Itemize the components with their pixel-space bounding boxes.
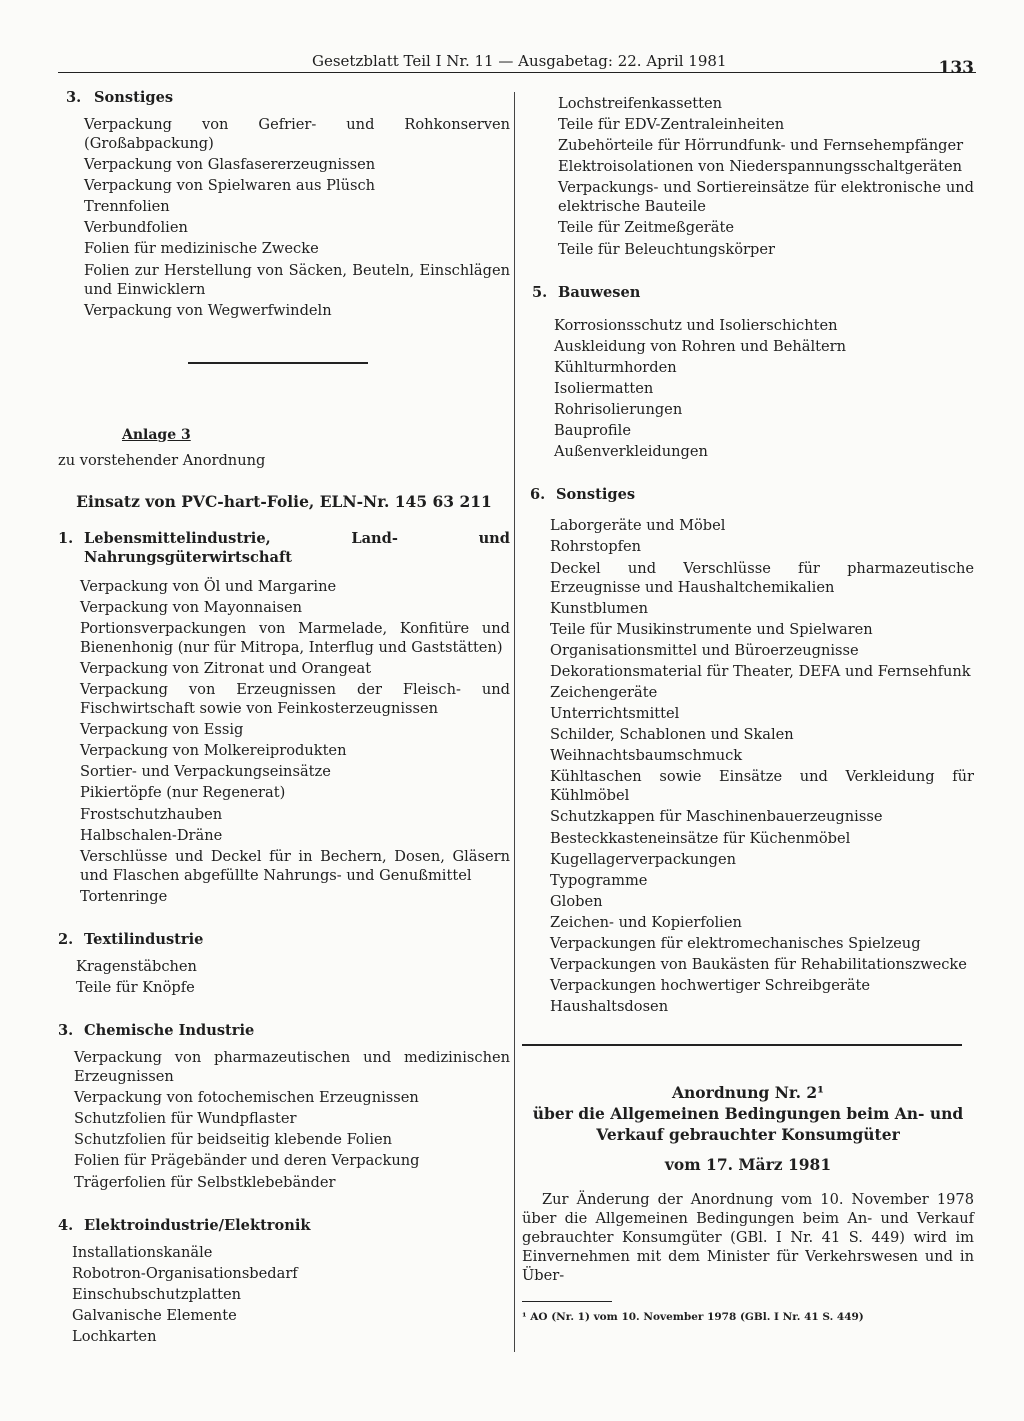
list-item: Portionsverpackungen von Marmelade, Konfitüre und Bienenhonig (nur für Mitropa, Interflug und Gaststätten)	[80, 619, 510, 656]
list-item: Lochkarten	[72, 1328, 157, 1345]
list-item: Teile für Knöpfe	[76, 978, 195, 996]
list-item: Teile für Beleuchtungskörper	[558, 240, 775, 258]
item-list	[58, 1243, 510, 1346]
footnote-rule	[522, 1301, 612, 1302]
list-item: Verpackung von fotochemischen Erzeugnissen	[74, 1089, 419, 1107]
list-item: Unterrichtsmittel	[550, 705, 680, 723]
list-item: Tortenringe	[80, 887, 168, 905]
list-item: Verpackung von Gefrier- und Rohkonserven (Großabpackung)	[84, 116, 510, 152]
list-item: Schutzkappen für Maschinenbauerzeugnisse	[550, 808, 883, 826]
list-item: Verschlüsse und Deckel für in Bechern, Dosen, Gläsern und Flaschen abgefüllte Nahrungs- und Genußmittel	[80, 847, 510, 884]
section-bauwesen	[522, 283, 974, 462]
section-title: Lebensmittelindustrie, Land- und Nahrungsgüterwirtschaft	[84, 529, 510, 566]
list-item: Installationskanäle	[72, 1243, 213, 1261]
list-item: Schutzfolien für Wundpflaster	[74, 1110, 297, 1128]
section-sonstiges-left	[58, 88, 510, 320]
list-item: Verpackung von Glasfasererzeugnissen	[84, 156, 376, 174]
list-item: Rohrisolierungen	[554, 401, 683, 419]
section-chemische-industrie	[58, 1021, 510, 1191]
list-item: Galvanische Elemente	[72, 1306, 237, 1324]
list-item: Verpackung von Wegwerfwindeln	[84, 301, 332, 319]
list-item: Korrosionsschutz und Isolierschichten	[554, 316, 838, 334]
section-number: 6.	[530, 486, 546, 504]
list-item: Robotron-Organisationsbedarf	[72, 1264, 298, 1282]
list-item: Verpackungen hochwertiger Schreibgeräte	[550, 977, 871, 995]
list-item: Verpackung von pharmazeutischen und medizinischen Erzeugnissen	[74, 1049, 510, 1086]
list-item: Teile für Musikinstrumente und Spielwaren	[550, 620, 873, 638]
list-item: Teile für Zeitmeßgeräte	[558, 219, 734, 237]
list-item: Zubehörteile für Hörrundfunk- und Fernsehempfänger	[558, 137, 964, 155]
item-list	[522, 516, 974, 1016]
list-item: Teile für EDV-Zentraleinheiten	[558, 116, 785, 134]
anordnung-body: Zur Änderung der Anordnung vom 10. November 1978 über die Allgemeinen Bedingungen beim An- und Verkauf gebrauchter Konsumgüter (GBl. I Nr. 41 S. 449) wird im Einvernehmen mit dem Minister für Verkehrswesen und in Über-	[522, 1191, 974, 1285]
section-title: Chemische Industrie	[84, 1022, 255, 1040]
list-item: Sortier- und Verpackungseinsätze	[80, 763, 331, 781]
list-item: Isoliermatten	[554, 379, 654, 397]
list-item: Verpackung von Spielwaren aus Plüsch	[84, 177, 376, 195]
anordnung-title-line: Anordnung Nr. 2¹	[672, 1083, 824, 1103]
section-title: Elektroindustrie/Elektronik	[84, 1216, 311, 1234]
section-number: 2.	[58, 930, 74, 948]
left-column	[58, 88, 510, 1348]
list-item: Folien zur Herstellung von Säcken, Beuteln, Einschlägen und Einwicklern	[84, 261, 510, 298]
header-title: Gesetzblatt Teil I Nr. 11 — Ausgabetag: 22. April 1981	[312, 52, 727, 70]
anordnung-title-line: Verkauf gebrauchter Konsumgüter	[596, 1125, 900, 1145]
list-item: Trägerfolien für Selbstklebebänder	[74, 1173, 336, 1191]
separator-line	[188, 362, 368, 364]
column-divider	[514, 92, 515, 1352]
section-number: 4.	[58, 1216, 74, 1234]
section-title: Bauwesen	[558, 283, 641, 301]
list-item: Halbschalen-Dräne	[80, 826, 223, 844]
anlage-subtitle: zu vorstehender Anordnung	[58, 451, 266, 469]
item-list-continued	[522, 94, 974, 259]
section-textilindustrie	[58, 930, 510, 997]
item-list	[58, 1048, 510, 1191]
list-item: Verpackung von Mayonnaisen	[80, 598, 303, 616]
list-item: Folien für medizinische Zwecke	[84, 240, 319, 258]
list-item: Besteckkasteneinsätze für Küchenmöbel	[550, 829, 851, 847]
section-title: Textilindustrie	[84, 930, 204, 948]
list-item: Verpackung von Molkereiprodukten	[80, 742, 347, 760]
list-item: Folien für Prägebänder und deren Verpackung	[74, 1152, 420, 1170]
einsatz-title: Einsatz von PVC-hart-Folie, ELN-Nr. 145 63 211	[76, 491, 492, 511]
item-list	[58, 577, 510, 906]
section-number: 3.	[66, 89, 82, 106]
section-sonstiges-right	[522, 485, 974, 1016]
section-number: 5.	[532, 283, 548, 301]
list-item: Weihnachtsbaumschmuck	[550, 747, 743, 765]
anlage-heading: Anlage 3	[122, 426, 191, 443]
list-item: Verpackung von Essig	[80, 721, 244, 739]
list-item: Kragenstäbchen	[76, 957, 197, 975]
list-item: Außenverkleidungen	[554, 443, 708, 461]
item-list	[58, 115, 510, 320]
list-item: Verpackung von Zitronat und Orangeat	[80, 659, 372, 677]
page-number: 133	[938, 58, 974, 78]
item-list	[58, 957, 510, 997]
anordnung-title	[522, 1082, 974, 1145]
section-lebensmittelindustrie	[58, 529, 510, 906]
list-item: Typogramme	[550, 871, 648, 889]
list-item: Kühlturmhorden	[554, 358, 677, 376]
right-column	[522, 94, 974, 1327]
list-item: Elektroisolationen von Niederspannungsschaltgeräten	[558, 158, 963, 176]
list-item: Pikiertöpfe (nur Regenerat)	[80, 784, 286, 802]
section-number: 3.	[58, 1022, 74, 1040]
list-item: Globen	[550, 892, 603, 910]
list-item: Verpackung von Öl und Margarine	[80, 577, 337, 595]
footnote: ¹ AO (Nr. 1) vom 10. November 1978 (GBl. I Nr. 41 S. 449)	[522, 1311, 864, 1324]
section-title: Sonstiges	[556, 486, 636, 504]
list-item: Dekorationsmaterial für Theater, DEFA und Fernsehfunk	[550, 662, 971, 680]
list-item: Schutzfolien für beidseitig klebende Folien	[74, 1131, 393, 1149]
list-item: Trennfolien	[84, 198, 170, 216]
page-header	[58, 52, 976, 78]
list-item: Laborgeräte und Möbel	[550, 517, 726, 535]
list-item: Verbundfolien	[84, 219, 188, 237]
list-item: Rohrstopfen	[550, 538, 642, 556]
section-title: Sonstiges	[94, 89, 174, 106]
list-item: Schilder, Schablonen und Skalen	[550, 726, 794, 744]
list-item: Bauprofile	[554, 422, 631, 440]
list-item: Haushaltsdosen	[550, 998, 669, 1016]
list-item: Verpackungs- und Sortiereinsätze für elektronische und elektrische Bauteile	[558, 179, 974, 216]
section-number: 1.	[58, 529, 74, 547]
anordnung-title-line: über die Allgemeinen Bedingungen beim An- und	[532, 1104, 964, 1124]
list-item: Verpackungen für elektromechanisches Spielzeug	[550, 935, 921, 952]
list-item: Zeichen- und Kopierfolien	[550, 913, 742, 931]
list-item: Kunstblumen	[550, 599, 649, 617]
list-item: Lochstreifenkassetten	[558, 95, 723, 112]
list-item: Kühltaschen sowie Einsätze und Verkleidung für Kühlmöbel	[550, 768, 974, 805]
separator-line	[522, 1044, 962, 1046]
anordnung-date: vom 17. März 1981	[664, 1155, 832, 1175]
list-item: Deckel und Verschlüsse für pharmazeutische Erzeugnisse und Haushaltchemikalien	[550, 559, 974, 596]
section-elektroindustrie	[58, 1216, 510, 1346]
list-item: Verpackung von Erzeugnissen der Fleisch- und Fischwirtschaft sowie von Feinkosterzeugnissen	[80, 681, 510, 718]
list-item: Kugellagerverpackungen	[550, 850, 737, 868]
list-item: Organisationsmittel und Büroerzeugnisse	[550, 641, 859, 659]
list-item: Frostschutzhauben	[80, 805, 223, 823]
list-item: Verpackungen von Baukästen für Rehabilitationszwecke	[550, 956, 967, 974]
list-item: Auskleidung von Rohren und Behältern	[554, 337, 847, 355]
item-list	[522, 316, 974, 462]
list-item: Einschubschutzplatten	[72, 1285, 242, 1303]
list-item: Zeichengeräte	[550, 683, 658, 701]
